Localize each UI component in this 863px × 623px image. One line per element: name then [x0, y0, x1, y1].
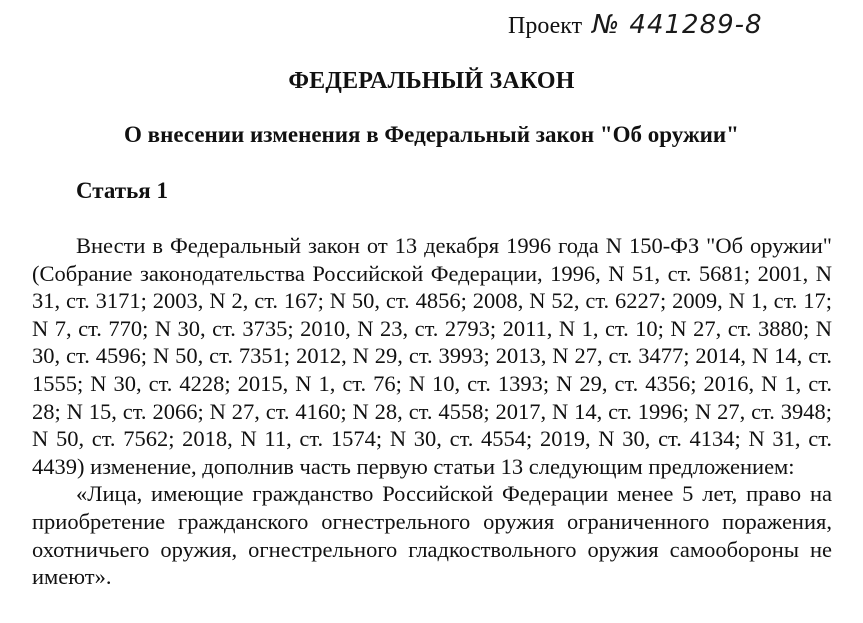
project-number-line: [508, 10, 763, 40]
body-paragraph-amendment: Внести в Федеральный закон от 13 декабря 1996 года N 150-ФЗ "Об оружии" (Собрание законодательства Российской Федерации, 1996, N 51, ст. 5681; 2001, N 31, ст. 3171; 2003, N 2, ст. 167; N 50, ст. 4856; 2008, N 52, ст. 6227; 2009, N 1, ст. 17; N 7, ст. 770; N 30, ст. 3735; 2010, N 23, ст. 2793; 2011, N 1, ст. 10; N 27, ст. 3880; N 30, ст. 4596; N 50, ст. 7351; 2012, N 29, ст. 3993; 2013, N 27, ст. 3477; 2014, N 14, ст. 1555; N 30, ст. 4228; 2015, N 1, ст. 76; N 10, ст. 1393; N 29, ст. 4356; 2016, N 1, ст. 28; N 15, ст. 2066; N 27, ст. 4160; N 28, ст. 4558; 2017, N 14, ст. 1996; N 27, ст. 3948; N 50, ст. 7562; 2018, N 11, ст. 1574; N 30, ст. 4554; 2019, N 30, ст. 4134; N 31, ст. 4439) изменение, дополнив часть первую статьи 13 следующим предложением:: [32, 233, 832, 479]
handwritten-project-number: № 441289-8: [592, 10, 763, 40]
project-label: Проект: [508, 13, 583, 39]
body-paragraph-quote: «Лица, имеющие гражданство Российской Федерации менее 5 лет, право на приобретение гражданского огнестрельного оружия ограниченного поражения, охотничьего оружия, огнестрельного гладкоствольного оружия самообороны не имеют».: [32, 481, 832, 590]
document-title: ФЕДЕРАЛЬНЫЙ ЗАКОН: [288, 68, 575, 94]
document-subtitle: О внесении изменения в Федеральный закон "Об оружии": [124, 122, 739, 147]
article-heading: Статья 1: [76, 178, 168, 203]
document-body: [32, 232, 832, 591]
